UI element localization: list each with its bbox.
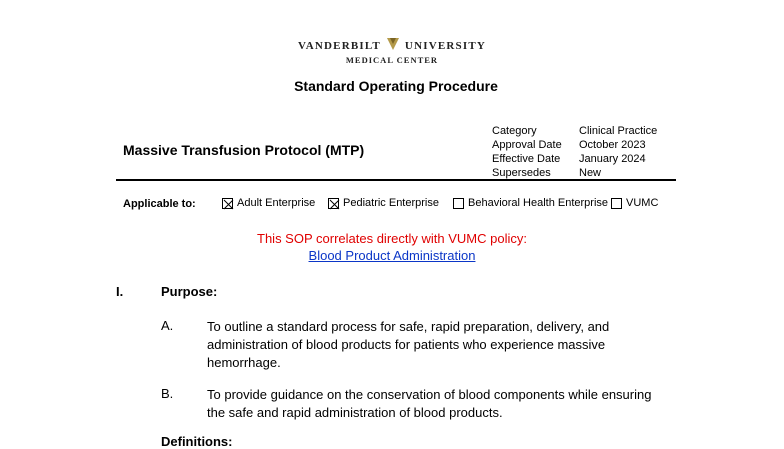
meta-label-category: Category — [492, 125, 537, 137]
meta-label-effective: Effective Date — [492, 153, 561, 165]
text-line: To outline a standard process for safe, rapid preparation, delivery, and — [207, 319, 610, 334]
meta-label-approval: Approval Date — [492, 139, 562, 151]
checked-box-icon — [222, 198, 233, 209]
purpose-item-b — [207, 386, 667, 422]
meta-value-supersedes: New — [579, 167, 602, 179]
section-number: I. — [116, 284, 124, 299]
item-letter: A. — [161, 318, 174, 333]
text-line: To provide guidance on the conservation of blood components while ensuring — [207, 387, 652, 402]
logo-subtitle: MEDICAL CENTER — [345, 55, 439, 65]
document-title: Massive Transfusion Protocol (MTP) — [123, 142, 365, 158]
text-line: the safe and rapid administration of blood products. — [207, 405, 503, 420]
section-title: Purpose: — [161, 284, 218, 299]
applicable-label: Applicable to: — [123, 198, 196, 210]
policy-correlation-note: This SOP correlates directly with VUMC policy: — [257, 231, 527, 246]
meta-values — [579, 124, 657, 180]
vumc-logo — [0, 37, 784, 54]
page-title: Standard Operating Procedure — [294, 78, 498, 94]
checkbox-label: Behavioral Health Enterprise — [468, 197, 609, 209]
purpose-item-a — [207, 318, 667, 372]
meta-value-category: Clinical Practice — [579, 125, 658, 137]
checkbox-behavioral-health[interactable] — [453, 197, 608, 209]
checkbox-label: VUMC — [626, 197, 659, 209]
text-line: administration of blood products for patients who experience massive — [207, 337, 606, 352]
logo-right-text: UNIVERSITY — [404, 40, 486, 52]
unchecked-box-icon — [611, 198, 622, 209]
unchecked-box-icon — [453, 198, 464, 209]
checkbox-adult-enterprise[interactable] — [222, 197, 315, 209]
checkbox-label: Adult Enterprise — [237, 197, 316, 209]
logo-left-text: VANDERBILT — [298, 40, 381, 52]
policy-link[interactable]: Blood Product Administration — [308, 248, 476, 263]
item-letter: B. — [161, 386, 174, 401]
meta-value-approval: October 2023 — [579, 139, 646, 151]
checkbox-pediatric-enterprise[interactable] — [328, 197, 439, 209]
vanderbilt-v-icon — [386, 37, 400, 54]
next-section-title-partial: Definitions: — [161, 434, 233, 449]
header-divider — [116, 179, 676, 181]
checked-box-icon — [328, 198, 339, 209]
meta-labels — [492, 124, 562, 180]
meta-label-supersedes: Supersedes — [492, 167, 551, 179]
meta-value-effective: January 2024 — [579, 153, 646, 165]
checkbox-vumc[interactable] — [611, 197, 658, 209]
checkbox-label: Pediatric Enterprise — [343, 197, 439, 209]
text-line: hemorrhage. — [207, 355, 281, 370]
